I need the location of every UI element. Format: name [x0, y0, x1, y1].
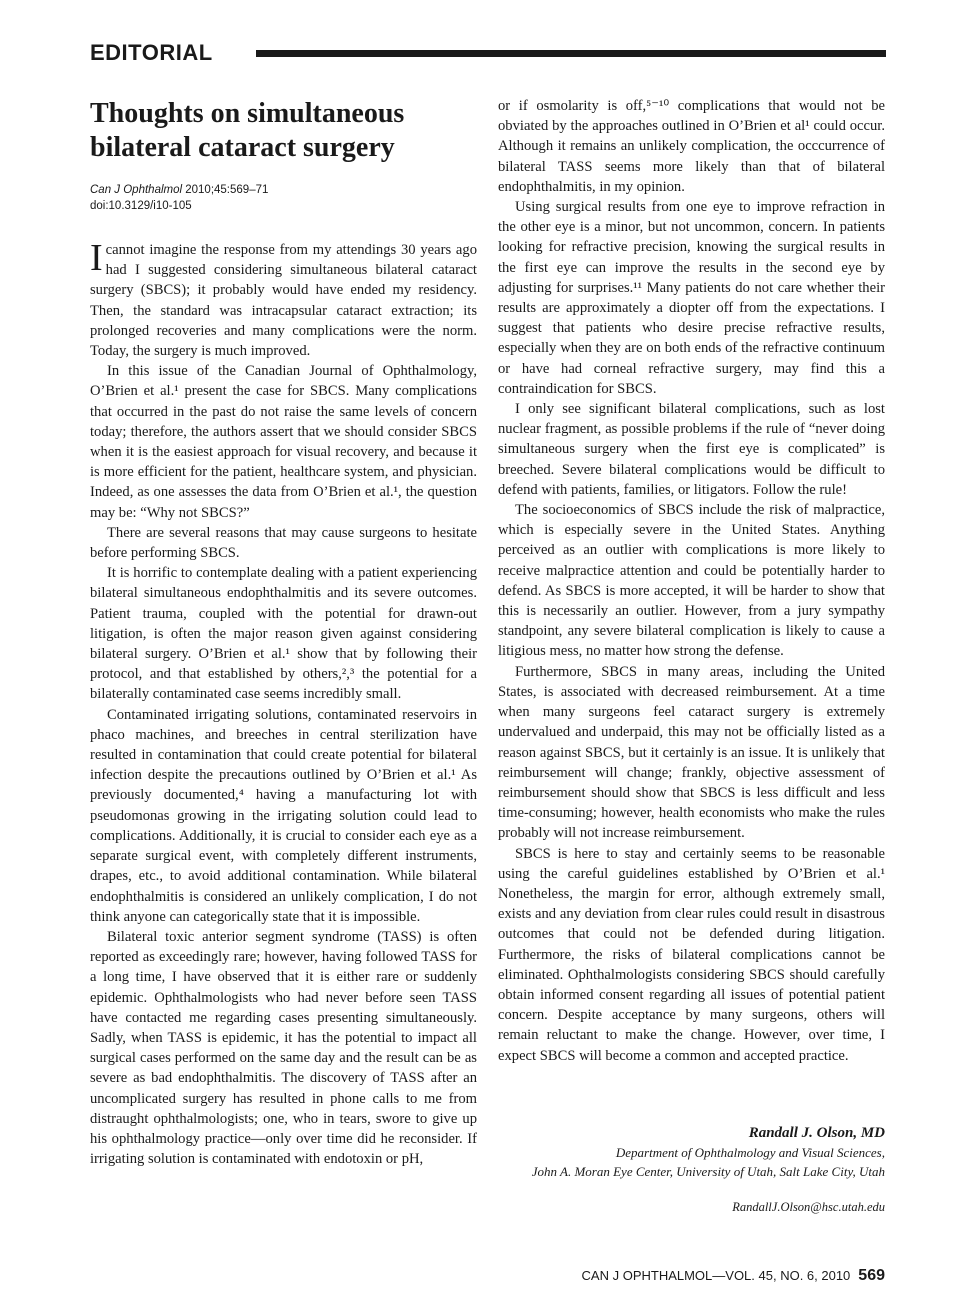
doi[interactable]: doi:10.3129/i10-105	[90, 200, 192, 212]
body-paragraph: Contaminated irrigating solutions, contaminated reservoirs in phaco machines, and breeches in central sterilization have resulted in contamination that could create potential for bilateral infection despite the precautions outlined by O’Brien et al.¹ As previously documented,⁴ having a manufacturing lot with pseudomonas growing in the irrigating solution could lead to complications. Additionally, it is crucial to consider each eye as a separate surgical event, with completely different instruments, drapes, etc., to avoid additional contamination. While bilateral endophthalmitis is considered an unlikely complication, I do not think anyone can categorically state that it is impossible.	[90, 706, 477, 925]
body-paragraph: I only see significant bilateral complications, such as lost nuclear fragment, as possible problems if the rule of “never doing simultaneous surgery when the first eye is complicated” is breeched. Severe bilateral complications would be difficult to defend with patients, families, or litigators. Follow the rule!	[498, 401, 885, 498]
body-column-left	[90, 237, 477, 1169]
footer-journal: CAN J OPHTHALMOL—VOL. 45, NO. 6, 2010	[581, 1268, 851, 1283]
citation-volume: 2010;45:569–71	[182, 184, 269, 196]
citation	[90, 182, 268, 214]
body-paragraph: It is horrific to contemplate dealing with a patient experiencing bilateral simultaneous endophthalmitis and its severe outcomes. Patient trauma, coupled with the potential for drawn-out litigation, is often the major reason given against considering bilateral surgery. O’Brien et al.¹ show that by following their protocol, and that established by others,²,³ the potential for a bilaterally contaminated case seems incredibly small.	[90, 565, 477, 703]
header-rule	[256, 50, 886, 57]
author-institution: John A. Moran Eye Center, University of Utah, Salt Lake City, Utah	[531, 1164, 885, 1179]
citation-journal: Can J Ophthalmol	[90, 184, 183, 196]
body-paragraph: The socioeconomics of SBCS include the risk of malpractice, which is especially severe in the United States. Anything perceived as an outlier with complications is more likely to receive malpractice attention and could be potentially harder to defend. As SBCS is more accepted, it will be harder to show that this is necessarily an outlier. However, from a jury sympathy standpoint, any severe bilateral complication is likely to cause a litigious mess, no matter how strong the defense.	[498, 502, 885, 660]
author-email[interactable]: RandallJ.Olson@hsc.utah.edu	[732, 1200, 885, 1214]
author-name: Randall J. Olson, MD	[748, 1125, 885, 1141]
section-label: EDITORIAL	[90, 40, 213, 65]
body-paragraph: Furthermore, SBCS in many areas, including the United States, is associated with decreased reimbursement. At a time when many surgeons feel cataract surgery is extremely undervalued and underpaid, this may not be officially listed as a reason against SBCS, but it certainly is an issue. It is unlikely that reimbursement will change; frankly, objective assessment of reimbursement should show that SBCS is less difficult and less time-consuming; however, health economists who make the rules probably will not increase reimbursement.	[498, 663, 885, 842]
author-signature	[532, 1124, 885, 1215]
body-paragraph: There are several reasons that may cause surgeons to hesitate before performing SBCS.	[90, 524, 477, 562]
body-paragraph: In this issue of the Canadian Journal of Ophthalmology, O’Brien et al.¹ present the case for SBCS. Many complications that occurred in the past do not raise the same levels of concern today; therefore, the authors assert that we should consider SBCS when it is the easiest approach for visual recovery, and because it is more efficient for the patient, healthcare system, and physician. Indeed, as one assesses the data from O’Brien et al.¹, the question may be: “Why not SBCS?”	[90, 363, 477, 521]
page-number: 569	[858, 1267, 885, 1284]
body-paragraph: Bilateral toxic anterior segment syndrome (TASS) is often reported as exceedingly rare; however, having followed TASS for a long time, I have observed that it is either rare or suddenly epidemic. Ophthalmologists who had never before seen TASS have contacted me regarding cases presenting simultaneously. Sadly, when TASS is epidemic, it has the potential to impact all surgical cases performed on the same day and the result can be as severe as bad endophthalmitis. The discovery of TASS after an uncomplicated surgery has resulted in phone calls to me from distraught ophthalmologists; one, who in tears, swore to give up his ophthalmology practice—only over time did he reconsider. If irrigating solution is contaminated with endotoxin or pH,	[90, 928, 477, 1168]
author-department: Department of Ophthalmology and Visual Sciences,	[615, 1145, 885, 1160]
body-paragraph: SBCS is here to stay and certainly seems to be reasonable using the careful guidelines established by O’Brien et al.¹ Nonetheless, the margin for error, although extremely small, exists and any deviation from clear rules could result in disastrous outcomes that could not be defended during litigation. Furthermore, the risks of bilateral complications cannot be eliminated. Ophthalmologists considering SBCS should carefully obtain informed consent regarding all issues of potential patient concern. Despite acceptance by many surgeons, others will remain reluctant to make the change. However, over time, I expect SBCS will become a common and accepted practice.	[498, 845, 885, 1064]
page-footer	[582, 1267, 885, 1285]
drop-cap: I	[90, 237, 103, 279]
body-paragraph: Using surgical results from one eye to improve refraction in the other eye is a minor, but not uncommon, concern. In patients looking for refractive precision, knowing the surgical results in the first eye can improve the results in the second eye by adjusting for surprises.¹¹ Many patients do not care whether their results are approximately a diopter off from the expectations. I suggest that patients who desire precise refractive results, especially when they are on both ends of the refractive continuum or have had corneal refractive surgery, may find this a contraindication for SBCS.	[498, 199, 885, 397]
body-column-right	[498, 96, 885, 1066]
body-paragraph: or if osmolarity is off,⁵⁻¹⁰ complications that would not be obviated by the approaches outlined in O’Brien et al¹ could occur. Although it remains an unlikely complication, the occcurrence of bilateral TASS seems more likely than that of bilateral endophthalmitis, in my opinion.	[498, 98, 885, 195]
paragraph-text: cannot imagine the response from my attendings 30 years ago had I suggested considering simultaneous bilateral cataract surgery (SBCS); it probably would have ended my residency. Then, the standard was intracapsular cataract extraction; its prolonged recoveries and many complications were the norm. Today, the surgery is much improved.	[90, 242, 477, 360]
body-paragraph	[90, 237, 477, 361]
article-title: Thoughts on simultaneous bilateral cataract surgery	[90, 98, 405, 163]
